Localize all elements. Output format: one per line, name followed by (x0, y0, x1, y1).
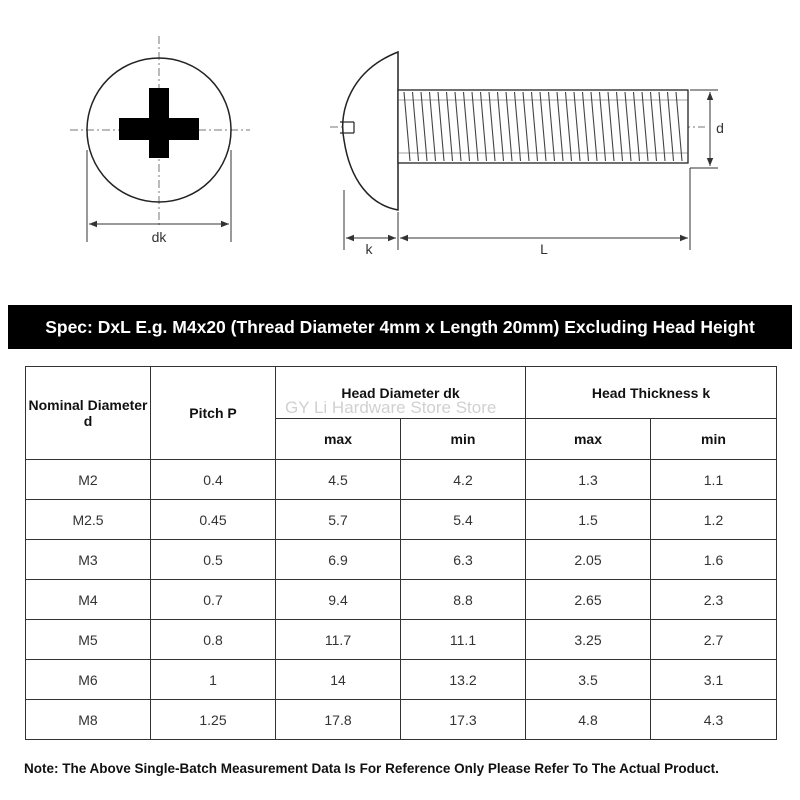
pitch-cell: 1.25 (151, 700, 276, 740)
nominal-diameter-cell: M4 (26, 580, 151, 620)
k-max-cell: 3.5 (526, 660, 651, 700)
nominal-diameter-cell: M8 (26, 700, 151, 740)
dk-min-cell: 8.8 (401, 580, 526, 620)
header-nominal-diameter: Nominal Diameter d (26, 367, 151, 460)
dk-min-cell: 13.2 (401, 660, 526, 700)
table-row (26, 700, 777, 740)
store-watermark: GY Li Hardware Store Store (285, 398, 497, 417)
head-top-view (70, 36, 250, 245)
label-d: d (716, 120, 724, 136)
k-max-cell: 1.5 (526, 500, 651, 540)
phillips-cross-recess (119, 88, 199, 158)
header-head-thickness: Head Thickness k (526, 367, 777, 419)
dk-max-cell: 14 (276, 660, 401, 700)
table-row (26, 540, 777, 580)
screw-technical-drawing (0, 0, 800, 300)
header-dk-min: min (401, 419, 526, 460)
dk-min-cell: 4.2 (401, 460, 526, 500)
dk-min-cell: 17.3 (401, 700, 526, 740)
k-min-cell: 2.3 (651, 580, 777, 620)
k-max-cell: 1.3 (526, 460, 651, 500)
table-row (26, 580, 777, 620)
footnote: Note: The Above Single-Batch Measurement Data Is For Reference Only Please Refer To The Actual Product. (24, 761, 719, 776)
spec-table (25, 366, 777, 740)
pitch-cell: 0.5 (151, 540, 276, 580)
header-dk-max: max (276, 419, 401, 460)
table-row (26, 620, 777, 660)
table-row (26, 460, 777, 500)
header-row (26, 367, 777, 419)
label-L: L (540, 241, 548, 257)
label-k: k (365, 241, 373, 257)
dk-max-cell: 5.7 (276, 500, 401, 540)
k-min-cell: 4.3 (651, 700, 777, 740)
dk-max-cell: 17.8 (276, 700, 401, 740)
pitch-cell: 0.45 (151, 500, 276, 540)
nominal-diameter-cell: M5 (26, 620, 151, 660)
table-row (26, 500, 777, 540)
dk-min-cell: 6.3 (401, 540, 526, 580)
k-min-cell: 2.7 (651, 620, 777, 660)
pitch-cell: 0.4 (151, 460, 276, 500)
header-head-diameter: Head Diameter dk (276, 367, 526, 419)
dk-max-cell: 6.9 (276, 540, 401, 580)
k-min-cell: 1.6 (651, 540, 777, 580)
header-k-max: max (526, 419, 651, 460)
screw-side-view (330, 52, 724, 257)
dk-max-cell: 4.5 (276, 460, 401, 500)
k-max-cell: 4.8 (526, 700, 651, 740)
dk-min-cell: 11.1 (401, 620, 526, 660)
pitch-cell: 1 (151, 660, 276, 700)
nominal-diameter-cell: M3 (26, 540, 151, 580)
k-max-cell: 2.05 (526, 540, 651, 580)
nominal-diameter-cell: M2 (26, 460, 151, 500)
k-min-cell: 1.2 (651, 500, 777, 540)
spec-banner: Spec: DxL E.g. M4x20 (Thread Diameter 4mm x Length 20mm) Excluding Head Height (8, 305, 792, 349)
k-max-cell: 2.65 (526, 580, 651, 620)
k-max-cell: 3.25 (526, 620, 651, 660)
table-row (26, 660, 777, 700)
dk-max-cell: 11.7 (276, 620, 401, 660)
nominal-diameter-cell: M2.5 (26, 500, 151, 540)
dk-max-cell: 9.4 (276, 580, 401, 620)
pitch-cell: 0.8 (151, 620, 276, 660)
dk-min-cell: 5.4 (401, 500, 526, 540)
k-min-cell: 1.1 (651, 460, 777, 500)
label-dk: dk (151, 229, 167, 245)
nominal-diameter-cell: M6 (26, 660, 151, 700)
header-k-min: min (651, 419, 777, 460)
k-min-cell: 3.1 (651, 660, 777, 700)
header-pitch: Pitch P (151, 367, 276, 460)
pitch-cell: 0.7 (151, 580, 276, 620)
